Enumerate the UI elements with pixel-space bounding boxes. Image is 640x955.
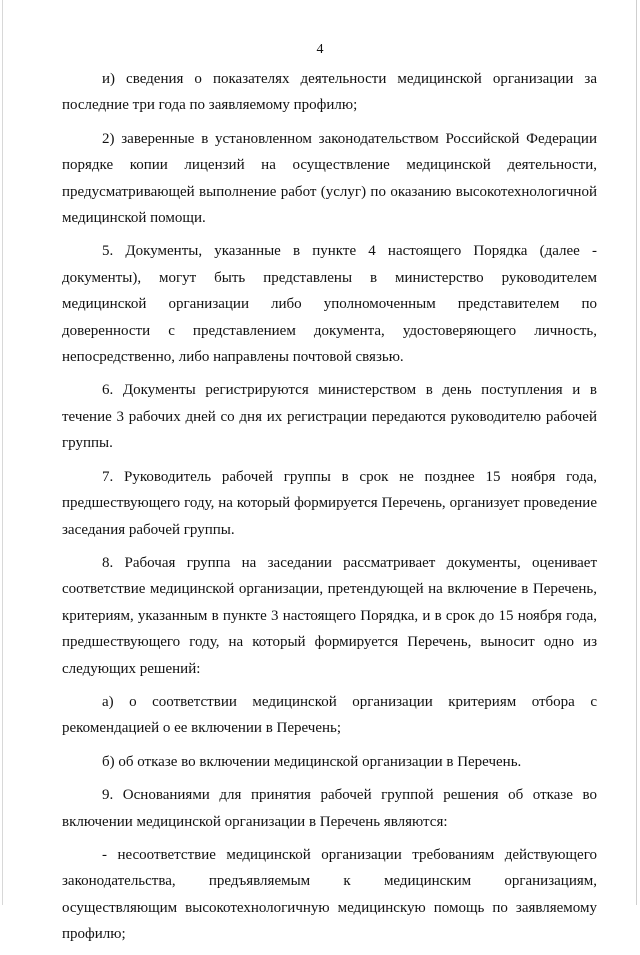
paragraph-dash-item: - несоответствие медицинской организации требованиям действующего законодательства, предъявляемым к медицинским организациям, осуществляющим высокотехнологичную медицинскую помощь по заявляемому профилю; [62,846,597,943]
paragraph-option-a: а) о соответствии медицинской организации критериям отбора с рекомендацией о ее включении в Перечень; [62,693,597,737]
page-edge-right [636,0,637,905]
paragraph-clause-9: 9. Основаниями для принятия рабочей группой решения об отказе во включении медицинской организации в Перечень являются: [62,787,597,830]
page-edge-left [2,0,3,905]
paragraph-clause-7: 7. Руководитель рабочей группы в срок не позднее 15 ноября года, предшествующего году, на который формируется Перечень, организует проведение заседания рабочей группы. [62,468,597,538]
paragraph-clause-6: 6. Документы регистрируются министерством в день поступления и в течение 3 рабочих дней со дня их регистрации передаются руководителю рабочей группы. [62,382,597,452]
document-body [62,66,597,955]
page-number: 4 [316,42,324,57]
paragraph-clause-8: 8. Рабочая группа на заседании рассматривает документы, оценивает соответствие медицинской организации, претендующей на включение в Перечень, критериям, указанным в пункте 3 настоящего Порядка, и в срок до 15 ноября года, предшествующего году, на который формируется Перечень, выносит одно из следующих решений: [62,554,597,677]
paragraph-option-b: б) об отказе во включении медицинской организации в Перечень. [102,753,522,770]
paragraph-clause-5: 5. Документы, указанные в пункте 4 настоящего Порядка (далее - документы), могут быть представлены в министерство руководителем медицинской организации либо уполномоченным представителем по доверенности с представлением документа, удостоверяющего личность, непосредственно, либо направлены почтовой связью. [62,243,597,366]
paragraph-item-2: 2) заверенные в установленном законодательством Российской Федерации порядке копии лицензий на осуществление медицинской деятельности, предусматривающей выполнение работ (услуг) по оказанию высокотехнологичной медицинской помощи. [62,130,597,227]
paragraph-item-i: и) сведения о показателях деятельности медицинской организации за последние три года по заявляемому профилю; [62,71,597,114]
